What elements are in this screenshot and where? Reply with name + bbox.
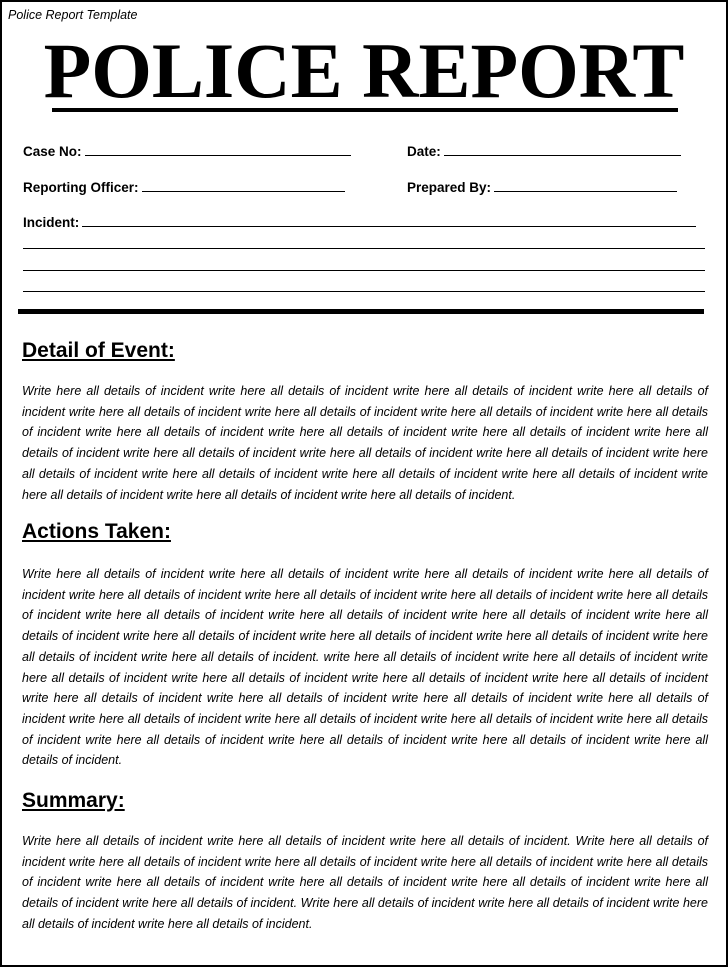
incident-field[interactable]: [23, 214, 696, 231]
incident-line-2[interactable]: [23, 248, 705, 249]
detail-of-event-text: Write here all details of incident write here all details of incident write here all details of incident write here all details of incident write here all details of incident write here all details of incident write here all details of incident write here all details of incident write here all details of incident write here all details of incident write here all details of incident write here all details of incident write here all details of incident write here all details of incident write here all details of incident write here all details of incident write here all details of incident write here all details of incident write here all details of incident write here all details of incident write here all details of incident write here all details of incident.: [22, 384, 708, 502]
incident-line-4[interactable]: [23, 291, 705, 292]
reporting-officer-field[interactable]: [23, 179, 345, 196]
case-no-label: Case No:: [23, 144, 82, 159]
date-label: Date:: [407, 144, 441, 159]
incident-line-3[interactable]: [23, 270, 705, 271]
prepared-by-label: Prepared By:: [407, 180, 492, 195]
summary-text: Write here all details of incident write here all details of incident write here all details of incident. Write here all details of incident write here all details of incident write here all details of incident write here all details of incident write here all details of incident write here all details of incident write here all details of incident write here all details of incident write here all details of incident write here all details of incident. Write here all details of incident write here all details of incident write here all details of incident write here all details of incident.: [22, 834, 708, 931]
title-underline: [52, 108, 678, 112]
summary-heading: Summary:: [22, 789, 125, 812]
actions-taken-heading: Actions Taken:: [22, 520, 171, 543]
date-field[interactable]: [407, 143, 681, 160]
reporting-officer-label: Reporting Officer:: [23, 180, 139, 195]
reporting-officer-blank[interactable]: [142, 179, 345, 192]
section-divider: [18, 309, 704, 314]
case-no-field[interactable]: [23, 143, 351, 160]
incident-label: Incident:: [23, 215, 80, 230]
document-label: Police Report Template: [8, 8, 138, 22]
prepared-by-blank[interactable]: [494, 179, 677, 192]
date-blank[interactable]: [444, 143, 681, 156]
page-title: POLICE REPORT: [43, 27, 685, 114]
incident-blank[interactable]: [82, 214, 696, 227]
prepared-by-field[interactable]: [407, 179, 677, 196]
detail-of-event-heading: Detail of Event:: [22, 339, 175, 362]
actions-taken-text: Write here all details of incident write here all details of incident write here all details of incident write here all details of incident write here all details of incident write here all details of incident write here all details of incident write here all details of incident write here all details of incident write here all details of incident write here all details of incident write here all details of incident write here all details of incident write here all details of incident write here all details of incident write here all details of incident write here all details of incident. write here all details of incident write here all details of incident write here all details of incident write here all details of incident write here all details of incident write here all details of incident write here all details of incident write here all details of incident write here all details of incident write here all details of incident write here all details of incident write here all details of incident write here all details of incident write here all details of incident write here all details of incident write here all details of incident write here all details of incident write here all details of incident.: [22, 567, 708, 768]
case-no-blank[interactable]: [85, 143, 351, 156]
